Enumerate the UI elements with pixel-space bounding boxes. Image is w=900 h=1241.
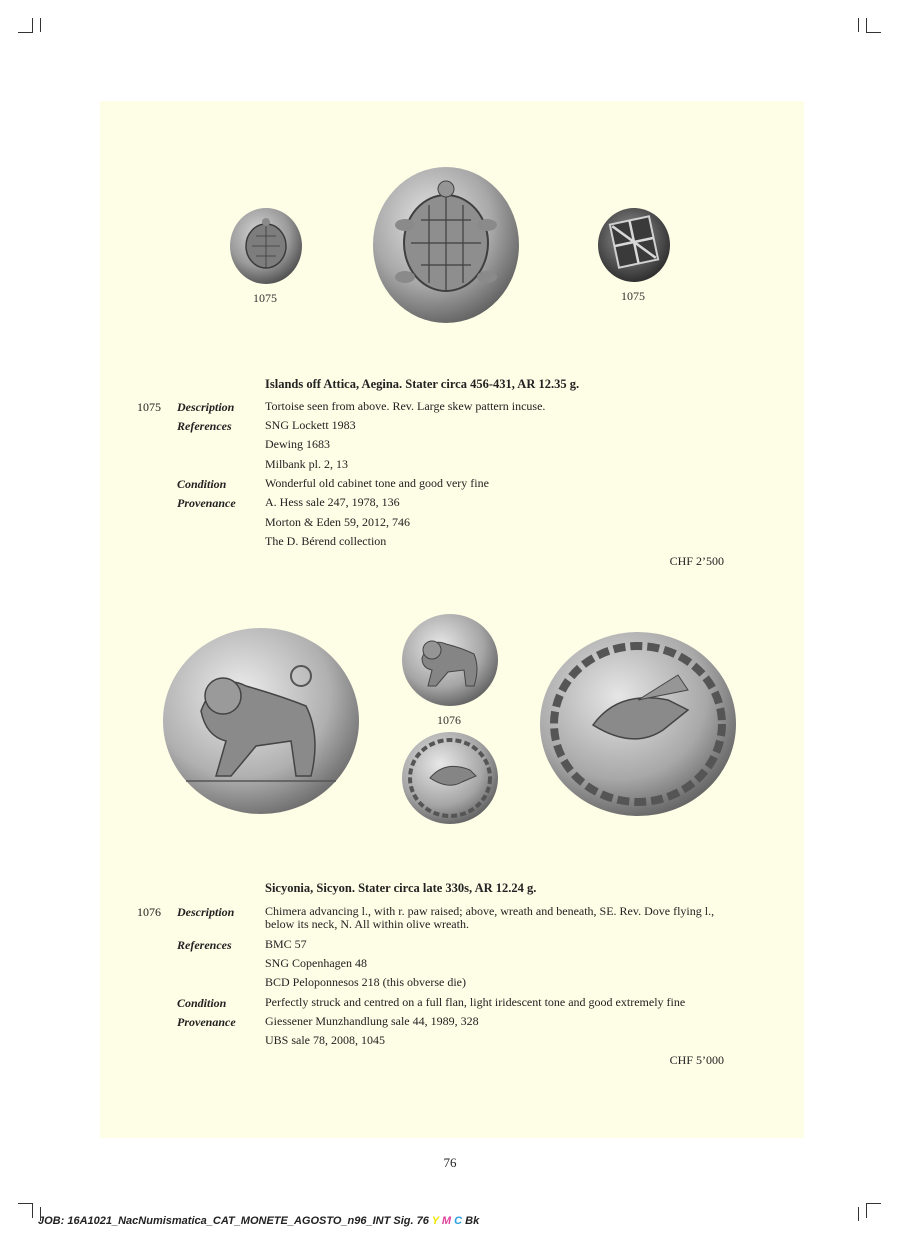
ink-m: M <box>441 1215 452 1227</box>
field-description-label: Description <box>177 905 235 919</box>
reference-item: SNG Lockett 1983 <box>265 418 356 432</box>
field-provenance-label: Provenance <box>177 496 236 510</box>
reference-item: BMC 57 <box>265 937 307 951</box>
lot-price: CHF 2’500 <box>669 554 724 568</box>
lot-number: 1075 <box>137 400 161 414</box>
field-references-label: References <box>177 938 232 952</box>
lot-price: CHF 5’000 <box>669 1053 724 1067</box>
provenance-item: The D. Bérend collection <box>265 534 387 548</box>
coin-1075-obverse-small <box>228 206 304 286</box>
field-description-label: Description <box>177 400 235 414</box>
page-number: 76 <box>443 1155 457 1170</box>
provenance-item: Morton & Eden 59, 2012, 746 <box>265 515 410 529</box>
field-condition-label: Condition <box>177 477 227 491</box>
provenance-item: Giessener Munzhandlung sale 44, 1989, 328 <box>265 1014 479 1028</box>
lot-condition: Wonderful old cabinet tone and good very fine <box>265 476 489 490</box>
coin-1075-obverse-large <box>371 165 521 325</box>
coin-1076-obverse-small <box>400 612 500 708</box>
reference-item: BCD Peloponnesos 218 (this obverse die) <box>265 975 466 989</box>
job-text: JOB: 16A1021_NacNumismatica_CAT_MONETE_AGOSTO_n96_INT Sig. 76 <box>38 1215 429 1227</box>
reference-item: Dewing 1683 <box>265 437 330 451</box>
coin-label: 1075 <box>621 289 645 303</box>
lot-title: Islands off Attica, Aegina. Stater circa 456-431, AR 12.35 g. <box>265 377 580 391</box>
crop-mark <box>18 1203 33 1218</box>
reference-item: SNG Copenhagen 48 <box>265 956 367 970</box>
coin-1076-reverse-large <box>538 630 738 818</box>
provenance-item: A. Hess sale 247, 1978, 136 <box>265 495 400 509</box>
field-condition-label: Condition <box>177 996 227 1010</box>
coin-1076-reverse-small <box>400 730 500 826</box>
lot-description: Chimera advancing l., with r. paw raised; above, wreath and beneath, SE. Rev. Dove flying l., below its neck, N. All within olive wreath. <box>265 904 715 931</box>
lot-condition: Perfectly struck and centred on a full flan, light iridescent tone and good extremely fine <box>265 995 686 1009</box>
ink-y: Y <box>431 1215 439 1227</box>
lot-number: 1076 <box>137 905 161 919</box>
lot-title: Sicyonia, Sicyon. Stater circa late 330s, AR 12.24 g. <box>265 881 537 895</box>
reference-item: Milbank pl. 2, 13 <box>265 457 348 471</box>
field-provenance-label: Provenance <box>177 1015 236 1029</box>
coin-label: 1075 <box>253 291 277 305</box>
provenance-item: UBS sale 78, 2008, 1045 <box>265 1033 385 1047</box>
coin-1076-obverse-large <box>161 626 361 816</box>
field-references-label: References <box>177 419 232 433</box>
crop-mark <box>858 18 859 32</box>
coin-label: 1076 <box>437 713 461 727</box>
ink-bk: Bk <box>465 1215 480 1227</box>
crop-mark <box>866 1203 881 1218</box>
job-slug <box>38 1215 479 1227</box>
crop-mark <box>40 18 41 32</box>
crop-mark <box>858 1207 859 1221</box>
coin-1075-reverse <box>596 206 672 284</box>
crop-mark <box>18 18 33 33</box>
lot-description: Tortoise seen from above. Rev. Large skew pattern incuse. <box>265 399 546 413</box>
crop-mark <box>866 18 881 33</box>
ink-c: C <box>454 1215 463 1227</box>
